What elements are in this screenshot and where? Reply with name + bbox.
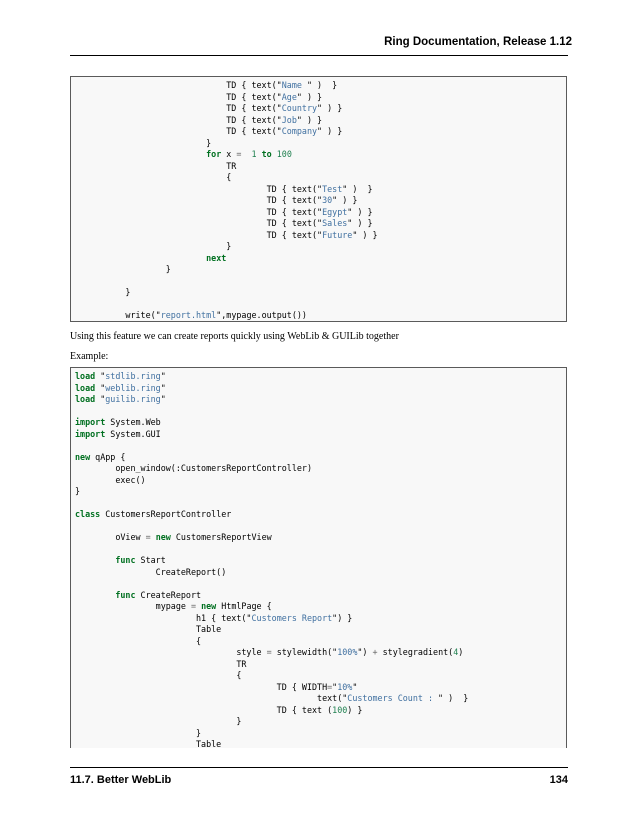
code-token: 100 xyxy=(332,704,348,715)
code-line xyxy=(75,682,357,692)
code-line xyxy=(75,670,241,680)
code-line xyxy=(75,253,226,263)
code-token: func xyxy=(115,555,136,565)
code-token: guilib.ring xyxy=(105,394,161,404)
code-token: Customers Report xyxy=(251,612,333,623)
code-line xyxy=(75,567,226,577)
code-token: } xyxy=(75,241,232,251)
code-token xyxy=(75,149,206,159)
code-line xyxy=(75,486,80,496)
code-token: mypage xyxy=(75,601,191,611)
code-token: " xyxy=(95,382,106,393)
code-token: CustomersReportView xyxy=(170,532,272,542)
code-token: TD { text(" xyxy=(75,114,282,125)
code-line xyxy=(75,739,221,748)
code-token: { xyxy=(75,670,242,680)
code-token: TD { text(" xyxy=(75,183,323,194)
code-line xyxy=(75,647,463,657)
code-token: ) } xyxy=(347,704,363,715)
code-token: } xyxy=(75,716,242,726)
code-token: " ) } xyxy=(352,229,378,240)
code-line xyxy=(75,126,342,136)
code-token: " ) } xyxy=(296,91,323,102)
code-token: = xyxy=(266,647,272,657)
code-block-report-table xyxy=(70,76,567,322)
code-token: new xyxy=(201,601,217,611)
code-token: ",mypage.output()) xyxy=(216,310,307,320)
code-token: TR xyxy=(75,658,247,669)
code-token: Sales xyxy=(322,218,348,228)
code-token: TD { WIDTH xyxy=(75,681,328,692)
code-line xyxy=(75,429,161,439)
code-line xyxy=(75,230,378,240)
code-token: = xyxy=(327,681,333,692)
code-line xyxy=(75,417,161,427)
code-token: for xyxy=(206,149,222,159)
code-token: + xyxy=(372,647,378,657)
code-token: Start xyxy=(135,555,166,565)
code-token: import xyxy=(75,417,106,427)
code-token: Company xyxy=(281,126,318,136)
code-token: Customers Count : xyxy=(347,693,439,703)
code-token: " ) } xyxy=(347,206,373,217)
code-line xyxy=(75,452,125,462)
code-token: CreateReport xyxy=(135,589,202,600)
code-line xyxy=(75,115,322,125)
code-line xyxy=(75,613,352,623)
code-token: Table xyxy=(75,624,222,634)
code-token: Country xyxy=(281,103,318,113)
code-line xyxy=(75,161,236,171)
code-token: HtmlPage { xyxy=(216,601,272,611)
code-token: } xyxy=(75,486,81,496)
code-block-example xyxy=(70,367,567,748)
code-token xyxy=(75,555,115,565)
code-token: 100 xyxy=(276,149,292,159)
code-token: new xyxy=(155,532,171,542)
code-token: " xyxy=(352,681,358,692)
example-label: Example: xyxy=(70,351,109,362)
code-token xyxy=(241,149,251,159)
code-token: load xyxy=(75,382,96,393)
code-line xyxy=(75,705,362,715)
header-rule xyxy=(70,55,568,56)
code-line xyxy=(75,172,231,182)
code-token: func xyxy=(115,589,136,600)
code-token: { xyxy=(75,172,232,182)
code-line xyxy=(75,241,231,251)
code-token: Job xyxy=(281,114,297,125)
code-token: } xyxy=(75,264,171,274)
code-token: exec() xyxy=(75,474,146,485)
code-token: " xyxy=(95,394,106,404)
code-token: Name xyxy=(281,80,307,90)
code-token: " xyxy=(160,382,166,393)
code-token: weblib.ring xyxy=(105,382,161,393)
code-token: " ) } xyxy=(317,126,343,136)
code-token: TD { text(" xyxy=(75,126,282,136)
code-line xyxy=(75,207,373,217)
code-token: " ) } xyxy=(306,80,338,90)
code-token: to xyxy=(261,149,272,159)
code-line xyxy=(75,728,201,738)
code-token: new xyxy=(75,451,91,462)
code-token: " xyxy=(160,394,166,404)
code-line xyxy=(75,80,337,90)
code-token: ") xyxy=(357,647,373,657)
code-line xyxy=(75,184,373,194)
code-token: TR xyxy=(75,160,237,171)
code-token: load xyxy=(75,371,96,381)
code-line xyxy=(75,590,201,600)
code-token: Age xyxy=(281,91,297,102)
code-token xyxy=(75,590,115,600)
body-paragraph: Using this feature we can create reports quickly using WebLib & GUILib together xyxy=(70,331,399,342)
code-line xyxy=(75,601,272,611)
page-number: 134 xyxy=(549,774,568,786)
code-line xyxy=(75,103,342,113)
code-token: " xyxy=(332,681,338,692)
code-token: qApp { xyxy=(90,451,126,462)
code-token: TD { text(" xyxy=(75,91,282,102)
code-token: stdlib.ring xyxy=(105,371,161,381)
code-token: oView xyxy=(75,532,146,542)
code-line xyxy=(75,310,307,320)
code-line xyxy=(75,264,171,274)
code-token: import xyxy=(75,428,106,439)
code-line xyxy=(75,383,166,393)
code-token: stylegradient( xyxy=(377,647,454,657)
footer-section-title: 11.7. Better WebLib xyxy=(70,774,172,786)
code-token: stylewidth(" xyxy=(271,647,338,657)
code-token: " xyxy=(95,371,106,381)
code-token: } xyxy=(75,137,212,148)
code-token: Egypt xyxy=(322,206,348,217)
code-token: } xyxy=(75,287,131,297)
code-token: Test xyxy=(322,183,343,194)
code-token: h1 { text(" xyxy=(75,612,252,623)
code-token: " ) } xyxy=(317,103,343,113)
code-token: Table xyxy=(75,739,222,748)
code-token: TD { text(" xyxy=(75,229,323,240)
code-token: report.html xyxy=(160,310,217,320)
code-token: 100% xyxy=(337,647,358,657)
code-line xyxy=(75,716,241,726)
code-token: Future xyxy=(322,229,353,240)
code-token: write(" xyxy=(75,310,161,320)
code-token: System.Web xyxy=(105,417,161,427)
code-token: TD { text(" xyxy=(75,218,323,228)
code-token: open_window(:CustomersReportController) xyxy=(75,463,312,473)
code-token: " ) } xyxy=(342,183,373,194)
code-line xyxy=(75,138,211,148)
code-token: 4 xyxy=(453,647,459,657)
code-token: x xyxy=(221,149,237,159)
code-token: class xyxy=(75,509,101,519)
code-line xyxy=(75,475,146,485)
code-token: style xyxy=(75,647,267,657)
code-line xyxy=(75,693,468,703)
code-line xyxy=(75,149,292,159)
code-token: CreateReport() xyxy=(75,566,227,577)
code-token: " xyxy=(160,371,166,381)
code-line xyxy=(75,371,166,381)
code-token: 10% xyxy=(337,681,353,692)
code-token: TD { text ( xyxy=(75,704,333,715)
code-token: CustomersReportController xyxy=(100,509,232,519)
code-token: 30 xyxy=(322,195,333,205)
code-token: ") } xyxy=(332,612,353,623)
code-token: " ) } xyxy=(332,195,358,205)
code-line xyxy=(75,287,130,297)
code-token xyxy=(75,253,206,263)
code-line xyxy=(75,394,166,404)
code-token: 1 xyxy=(251,149,257,159)
code-line xyxy=(75,509,231,519)
code-token: TD { text(" xyxy=(75,103,282,113)
code-token: load xyxy=(75,394,96,404)
code-token: TD { text(" xyxy=(75,195,323,205)
code-token: = xyxy=(236,149,242,159)
code-line xyxy=(75,555,166,565)
code-line xyxy=(75,92,322,102)
code-line xyxy=(75,532,272,542)
code-line xyxy=(75,195,357,205)
code-token: TD { text(" xyxy=(75,206,323,217)
code-line xyxy=(75,659,246,669)
code-token: " ) } xyxy=(347,218,373,228)
code-token: TD { text(" xyxy=(75,80,282,90)
code-token: System.GUI xyxy=(105,428,161,439)
code-token: { xyxy=(75,635,202,646)
code-line xyxy=(75,636,201,646)
code-line xyxy=(75,463,312,473)
code-token: " ) } xyxy=(438,693,469,703)
code-token: text(" xyxy=(75,693,348,703)
code-line xyxy=(75,218,373,228)
code-line xyxy=(75,624,221,634)
code-token: = xyxy=(145,532,151,542)
code-token: } xyxy=(75,727,202,738)
code-token: " ) } xyxy=(296,114,323,125)
running-header-title: Ring Documentation, Release 1.12 xyxy=(384,36,572,48)
footer-rule xyxy=(70,767,568,768)
code-token: ) xyxy=(458,647,464,657)
code-token: = xyxy=(190,601,197,611)
code-token: next xyxy=(206,252,227,263)
